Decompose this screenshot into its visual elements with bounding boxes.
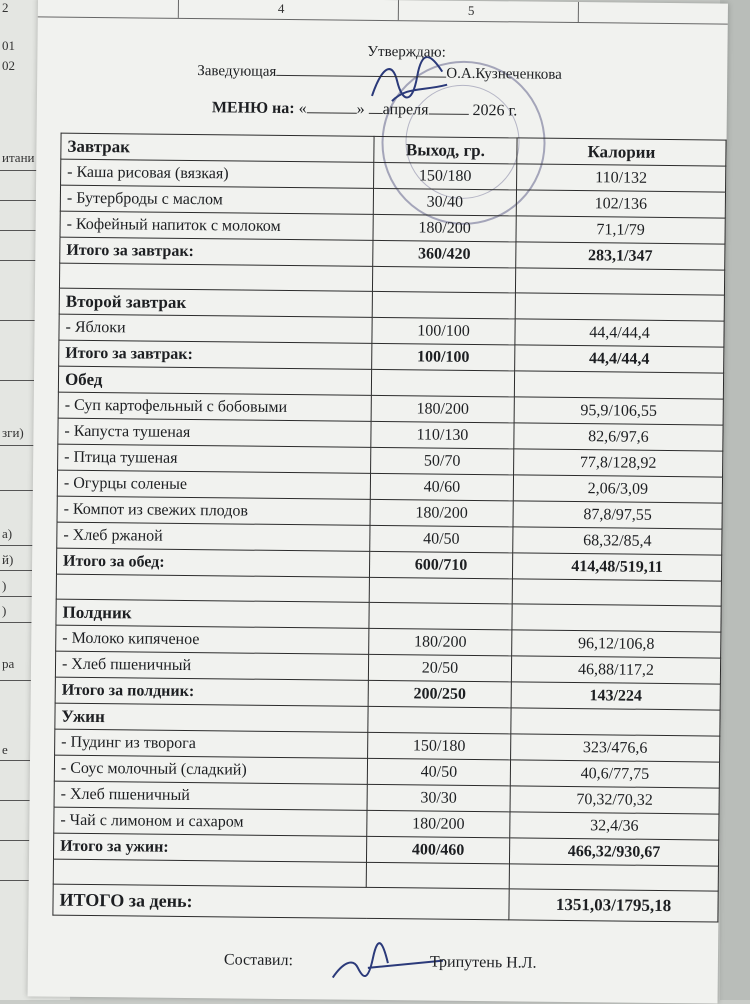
dish-calories: 71,1/79 [516, 216, 725, 244]
background-fragment: зги) [2, 425, 24, 440]
dish-calories: 32,4/36 [510, 812, 719, 840]
dish-calories: 40,6/77,75 [510, 760, 719, 788]
approver-name: О.А.Кузнеченкова [446, 65, 562, 83]
quote-open: « [298, 100, 307, 118]
top-strip [38, 0, 728, 25]
column-number: 5 [467, 2, 475, 18]
dish-output: 180/200 [373, 214, 516, 241]
dish-calories: 70,32/70,32 [510, 786, 719, 814]
month: апреля [382, 101, 429, 119]
dish-output: 30/40 [373, 188, 516, 215]
dish-calories: 46,88/117,2 [511, 656, 720, 684]
column-header-output: Выход, гр. [374, 136, 517, 163]
total-label: Итого за завтрак: [59, 340, 372, 369]
dish-output: 180/200 [371, 395, 514, 422]
dish-calories: 96,12/106,8 [512, 630, 721, 658]
compiler-name: Трипутень Н.Л. [429, 953, 537, 972]
dish-name: - Хлеб пшеничный [54, 781, 367, 810]
dish-name: - Капуста тушеная [58, 418, 371, 447]
background-fragment: е [2, 742, 8, 757]
dish-calories: 95,9/106,55 [514, 397, 723, 425]
total-calories: 143/224 [511, 682, 720, 710]
dish-name: - Суп картофельный с бобовыми [58, 392, 371, 421]
dish-output: 100/100 [372, 317, 515, 344]
section-title: Завтрак [61, 133, 374, 162]
background-fragment: 02 [2, 58, 15, 73]
background-fragment: а) [2, 526, 13, 541]
dish-calories: 87,8/97,55 [513, 501, 722, 529]
dish-name: - Кофейный напиток с молоком [60, 211, 373, 240]
dish-output: 40/60 [370, 473, 513, 500]
dish-output: 40/50 [370, 525, 513, 552]
menu-document [28, 0, 728, 1004]
total-output: 600/710 [369, 551, 512, 578]
total-label: Итого за обед: [56, 548, 369, 577]
dish-output: 180/200 [367, 810, 510, 837]
total-calories: 44,4/44,4 [515, 345, 724, 373]
total-calories: 283,1/347 [516, 242, 725, 270]
dish-calories: 2,06/3,09 [513, 475, 722, 503]
approver-line [197, 62, 562, 84]
background-fragment: ра [2, 656, 15, 671]
dish-output: 50/70 [371, 447, 514, 474]
total-calories: 466,32/930,67 [509, 838, 718, 866]
menu-table [52, 133, 726, 923]
menu-date-line [212, 99, 518, 120]
dish-calories: 110/132 [517, 164, 726, 192]
dish-output: 40/50 [367, 758, 510, 785]
background-fragment: 01 [2, 38, 15, 53]
column-header-calories: Калории [517, 138, 726, 166]
dish-name: - Бутерброды с маслом [60, 185, 373, 214]
dish-name: - Молоко кипяченое [56, 625, 369, 654]
dish-name: - Хлеб ржаной [57, 522, 370, 551]
section-title: Обед [58, 366, 371, 395]
total-label: Итого за полдник: [55, 677, 368, 706]
dish-output: 30/30 [367, 784, 510, 811]
grand-total-calories: 1351,03/1795,18 [509, 889, 718, 922]
quote-close: » [356, 100, 365, 118]
background-fragment: итани [2, 150, 35, 165]
background-fragment: й) [2, 552, 14, 567]
background-fragment: ) [2, 603, 7, 618]
dish-name: - Яблоки [59, 314, 372, 343]
approve-label: Утверждаю: [367, 43, 446, 61]
background-fragment: 2 [2, 0, 9, 15]
dish-calories: 44,4/44,4 [515, 319, 724, 347]
dish-calories: 77,8/128,92 [514, 449, 723, 477]
total-output: 400/460 [366, 836, 509, 863]
total-output: 360/420 [373, 240, 516, 267]
dish-output: 20/50 [368, 654, 511, 681]
column-number: 4 [277, 0, 285, 16]
dish-name: - Чай с лимоном и сахаром [54, 807, 367, 836]
dish-name: - Каша рисовая (вязкая) [61, 159, 374, 188]
grand-total-row [53, 884, 718, 922]
background-fragment: ) [2, 578, 7, 593]
dish-name: - Огурцы соленые [57, 470, 370, 499]
dish-name: - Соус молочный (сладкий) [54, 755, 367, 784]
section-title: Ужин [55, 703, 368, 732]
dish-calories: 68,32/85,4 [513, 527, 722, 555]
dish-name: - Хлеб пшеничный [55, 651, 368, 680]
dish-name: - Пудинг из творога [55, 729, 368, 758]
compiled-label: Составил: [223, 951, 294, 970]
total-calories: 414,48/519,11 [512, 553, 721, 581]
dish-output: 110/130 [371, 421, 514, 448]
dish-output: 180/200 [370, 499, 513, 526]
total-label: Итого за завтрак: [60, 237, 373, 266]
menu-label: МЕНЮ на: [211, 99, 295, 118]
total-output: 200/250 [368, 680, 511, 707]
grand-total-label: ИТОГО за день: [53, 884, 366, 918]
total-label: Итого за ужин: [53, 833, 366, 862]
section-title: Второй завтрак [59, 288, 372, 317]
dish-calories: 102/136 [516, 190, 725, 218]
dish-calories: 82,6/97,6 [514, 423, 723, 451]
dish-name: - Птица тушеная [58, 444, 371, 473]
year: 2026 г. [472, 101, 518, 120]
dish-calories: 323/476,6 [511, 734, 720, 762]
dish-output: 150/180 [374, 162, 517, 189]
position-label: Заведующая [197, 63, 277, 80]
dish-output: 180/200 [369, 628, 512, 655]
total-output: 100/100 [372, 343, 515, 370]
dish-output: 150/180 [368, 732, 511, 759]
dish-name: - Компот из свежих плодов [57, 496, 370, 525]
section-title: Полдник [56, 599, 369, 628]
